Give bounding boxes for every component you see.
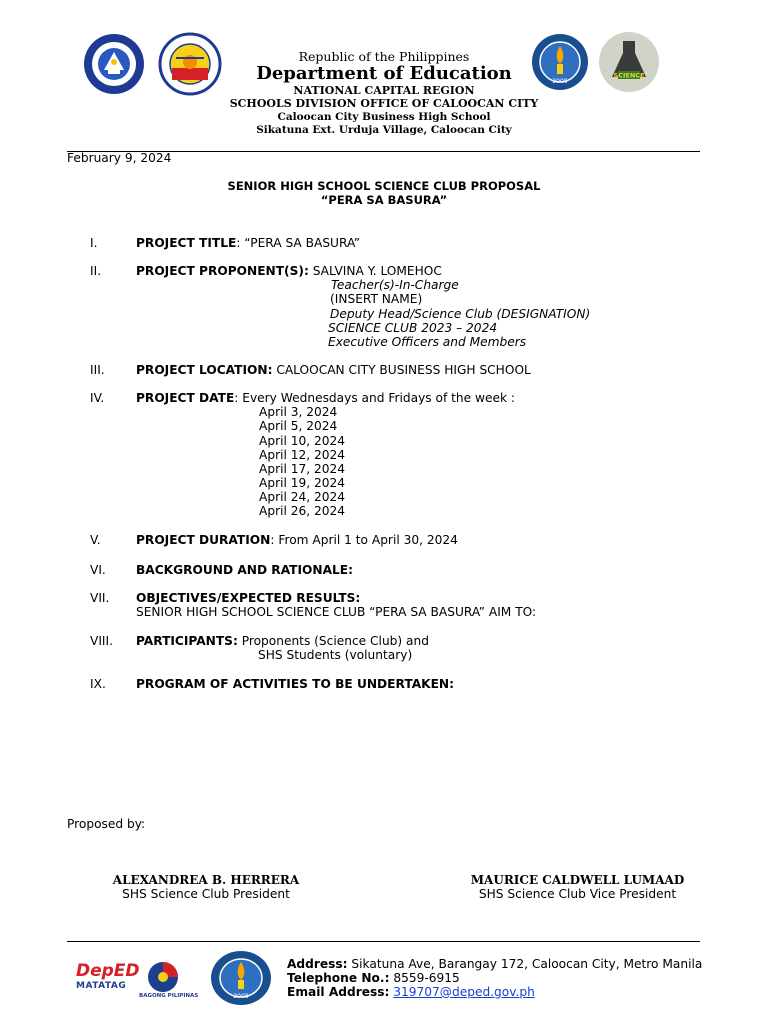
sdo-caloocan-seal-icon <box>158 32 222 96</box>
svg-text:2008: 2008 <box>233 993 249 1000</box>
section-label: PARTICIPANTS: <box>136 634 238 648</box>
section-label: PROJECT PROPONENT(S): <box>136 264 309 278</box>
header-division: SCHOOLS DIVISION OFFICE OF CALOOCAN CITY <box>229 97 539 110</box>
deped-matatag-logo <box>76 961 140 998</box>
project-date-item: April 24, 2024 <box>259 490 346 504</box>
section-project-proponents <box>136 264 442 278</box>
section-number: IX. <box>90 677 106 691</box>
project-date-item: April 3, 2024 <box>259 405 338 419</box>
footer-address <box>287 957 702 971</box>
proponent-line: Teacher(s)-In-Charge <box>331 278 459 292</box>
proponent-line: (INSERT NAME) <box>330 292 423 306</box>
proposed-by-label: Proposed by: <box>67 817 146 831</box>
matatag-wordmark: MATATAG <box>76 981 127 991</box>
footer-telephone-label: Telephone No.: <box>287 971 390 985</box>
header-republic: Republic of the Philippines <box>298 49 470 64</box>
section-value: CALOOCAN CITY BUSINESS HIGH SCHOOL <box>272 363 531 377</box>
project-date-item: April 17, 2024 <box>259 462 346 476</box>
section-number: I. <box>90 236 98 250</box>
proposal-title-line2: “PERA SA BASURA” <box>320 193 448 207</box>
section-value: SALVINA Y. LOMEHOC <box>308 264 442 278</box>
project-date-item: April 10, 2024 <box>259 434 346 448</box>
science-club-logo-icon <box>598 31 660 93</box>
proposal-title-line1: SENIOR HIGH SCHOOL SCIENCE CLUB PROPOSAL <box>227 179 541 193</box>
section-project-date <box>136 391 515 405</box>
project-date-item: April 5, 2024 <box>259 419 338 433</box>
project-date-item: April 19, 2024 <box>259 476 346 490</box>
header-region: NATIONAL CAPITAL REGION <box>293 84 475 97</box>
section-project-location <box>136 363 531 377</box>
signatory-name: ALEXANDREA B. HERRERA <box>112 873 300 887</box>
footer-email <box>287 985 535 999</box>
footer-telephone <box>287 971 460 985</box>
header-department: Department of Education <box>256 63 512 84</box>
section-label: PROJECT DURATION <box>136 533 271 547</box>
section-label: PROJECT LOCATION: <box>136 363 273 377</box>
svg-text:SCIENCE: SCIENCE <box>613 71 645 80</box>
proponent-line: Executive Officers and Members <box>328 335 527 349</box>
section-value: : Every Wednesdays and Fridays of the week : <box>234 391 516 405</box>
header-school: Caloocan City Business High School <box>277 111 491 123</box>
signatory-role: SHS Science Club President <box>122 887 290 901</box>
ccbhs-seal-icon <box>530 32 590 92</box>
document-date: February 9, 2024 <box>67 151 172 165</box>
proponent-line: Deputy Head/Science Club (DESIGNATION) <box>330 307 591 321</box>
header-address: Sikatuna Ext. Urduja Village, Caloocan City <box>256 124 512 136</box>
section-label: PROJECT DATE <box>136 391 235 405</box>
section-background-rationale: BACKGROUND AND RATIONALE: <box>136 563 353 577</box>
section-number: III. <box>90 363 105 377</box>
section-project-title <box>136 236 360 250</box>
deped-wordmark: DepED <box>76 961 140 981</box>
svg-text:2008: 2008 <box>552 78 568 85</box>
section-project-duration <box>136 533 458 547</box>
section-value: Proponents (Science Club) and <box>237 634 429 648</box>
section-number: VII. <box>90 591 110 605</box>
section-number: VIII. <box>90 634 113 648</box>
signatory-vice-president <box>455 873 700 901</box>
section-objectives: OBJECTIVES/EXPECTED RESULTS: <box>136 591 361 605</box>
footer-telephone-value: 8559-6915 <box>389 971 460 985</box>
deped-seal-icon <box>82 32 146 96</box>
bagong-pilipinas-text: BAGONG PILIPINAS <box>139 993 199 999</box>
footer-address-label: Address: <box>287 957 348 971</box>
section-number: VI. <box>90 563 106 577</box>
footer-address-value: Sikatuna Ave, Barangay 172, Caloocan City, Metro Manila <box>347 957 703 971</box>
bagong-pilipinas-logo-icon <box>140 960 186 994</box>
proponent-line: SCIENCE CLUB 2023 – 2024 <box>328 321 498 335</box>
section-number: II. <box>90 264 102 278</box>
section-number: IV. <box>90 391 105 405</box>
section-number: V. <box>90 533 101 547</box>
objectives-subtitle: SENIOR HIGH SCHOOL SCIENCE CLUB “PERA SA BASURA” AIM TO: <box>136 605 537 619</box>
section-program-activities: PROGRAM OF ACTIVITIES TO BE UNDERTAKEN: <box>136 677 454 691</box>
footer-email-label: Email Address: <box>287 985 390 999</box>
section-participants <box>136 634 429 648</box>
project-date-item: April 26, 2024 <box>259 504 346 518</box>
section-label: PROJECT TITLE <box>136 236 237 250</box>
section-value: : “PERA SA BASURA” <box>236 236 361 250</box>
section-value: : From April 1 to April 30, 2024 <box>270 533 458 547</box>
signatory-name: MAURICE CALDWELL LUMAAD <box>470 873 685 887</box>
footer-divider <box>67 941 700 942</box>
participants-line2: SHS Students (voluntary) <box>258 648 413 662</box>
project-date-item: April 12, 2024 <box>259 448 346 462</box>
signatory-role: SHS Science Club Vice President <box>478 887 677 901</box>
signatory-president <box>96 873 316 901</box>
footer-email-link[interactable]: 319707@deped.gov.ph <box>393 985 535 999</box>
ccbhs-footer-seal-icon <box>209 950 273 1006</box>
